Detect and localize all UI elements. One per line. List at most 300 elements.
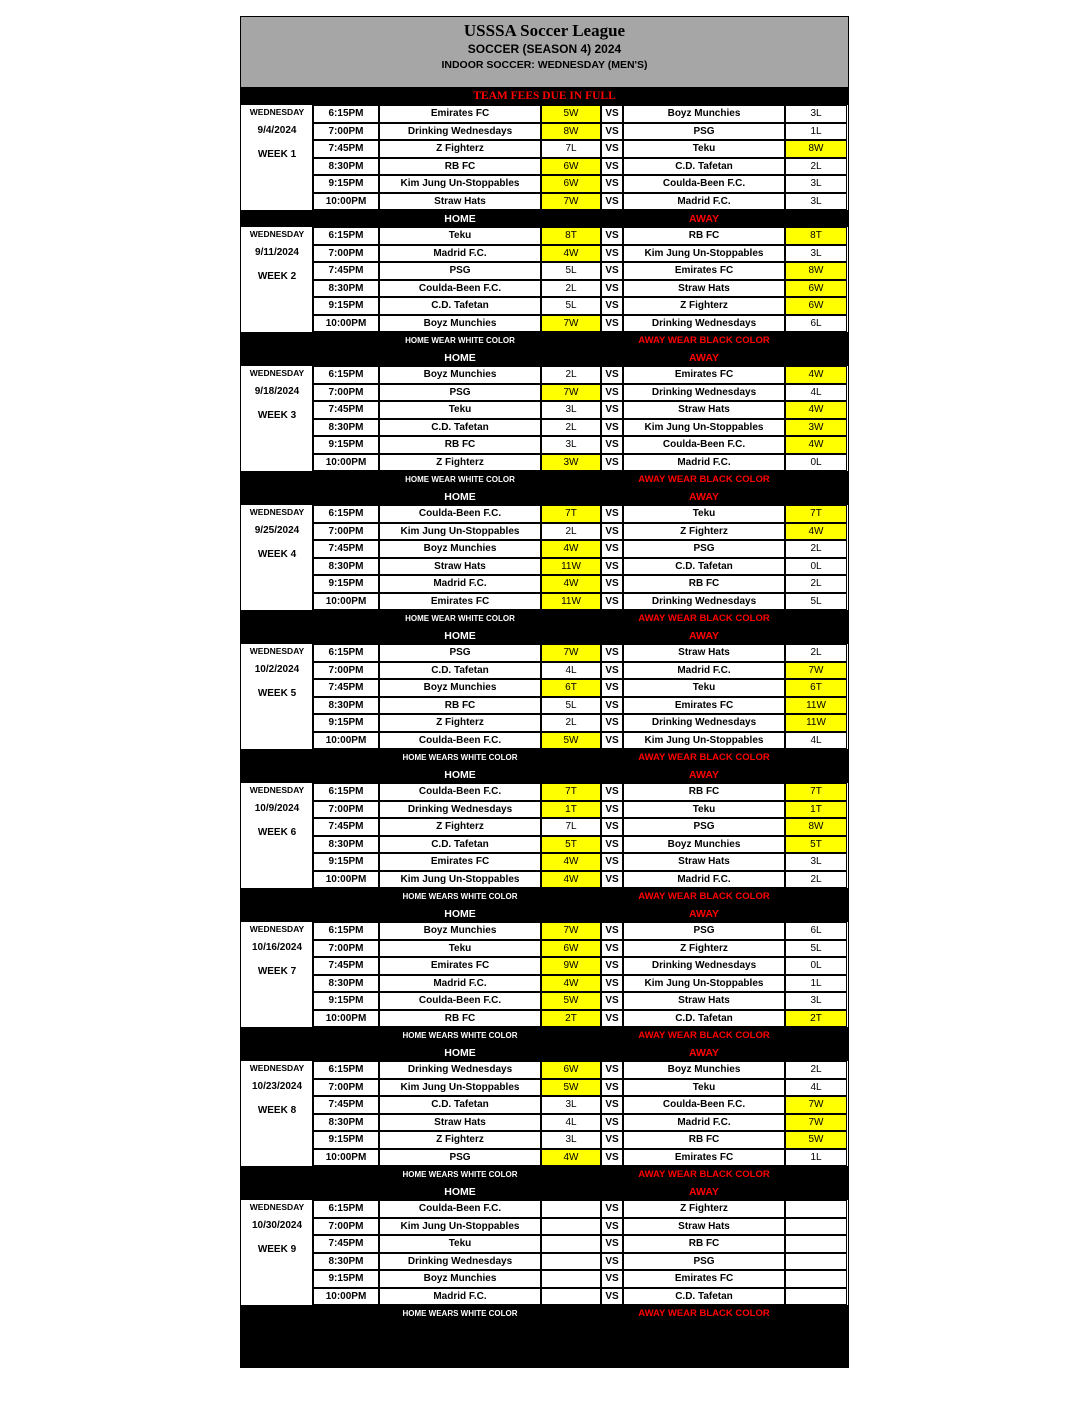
away-score: 3L (785, 193, 847, 211)
home-team: Coulda-Been F.C. (379, 280, 541, 298)
home-score (541, 1200, 601, 1218)
away-score: 0L (785, 957, 847, 975)
weeks-container (241, 105, 848, 1322)
home-team: Z Fighterz (379, 714, 541, 732)
away-score: 8W (785, 818, 847, 836)
away-score: 4L (785, 732, 847, 750)
game-time: 8:30PM (313, 419, 379, 437)
game-row (241, 227, 848, 245)
away-team: Emirates FC (623, 697, 785, 715)
away-team: Madrid F.C. (623, 454, 785, 472)
vs-label: VS (601, 245, 623, 263)
home-score (541, 1288, 601, 1306)
home-score (541, 1235, 601, 1253)
season-subtitle: SOCCER (SEASON 4) 2024 (467, 42, 622, 56)
vs-label: VS (601, 957, 623, 975)
home-team: Drinking Wednesdays (379, 801, 541, 819)
week-date: 9/18/2024 (254, 386, 300, 397)
game-rows (241, 366, 848, 471)
game-row (241, 1288, 848, 1306)
away-team: Teku (623, 1079, 785, 1097)
away-team: Drinking Wednesdays (623, 384, 785, 402)
away-team: Teku (623, 505, 785, 523)
home-away-band-home: HOME (444, 629, 476, 642)
game-row (241, 245, 848, 263)
game-rows (241, 505, 848, 610)
week-day: WEDNESDAY (249, 229, 305, 239)
away-score: 7W (785, 1114, 847, 1132)
vs-label: VS (601, 401, 623, 419)
home-score: 6W (541, 158, 601, 176)
away-score: 2T (785, 1010, 847, 1028)
away-score: 6W (785, 297, 847, 315)
away-team: Emirates FC (623, 1149, 785, 1167)
away-team: Z Fighterz (623, 297, 785, 315)
game-time: 9:15PM (313, 853, 379, 871)
week-date: 10/9/2024 (254, 803, 300, 814)
game-time: 10:00PM (313, 732, 379, 750)
game-time: 8:30PM (313, 558, 379, 576)
vs-label: VS (601, 922, 623, 940)
away-score (785, 1288, 847, 1306)
away-score: 7T (785, 783, 847, 801)
uniform-note (241, 749, 848, 766)
home-score: 5T (541, 836, 601, 854)
away-team: C.D. Tafetan (623, 558, 785, 576)
away-team: PSG (623, 540, 785, 558)
home-score: 6W (541, 1061, 601, 1079)
game-time: 10:00PM (313, 871, 379, 889)
home-score: 2L (541, 280, 601, 298)
game-time: 9:15PM (313, 1131, 379, 1149)
away-team: PSG (623, 818, 785, 836)
home-team: RB FC (379, 697, 541, 715)
vs-label: VS (601, 940, 623, 958)
away-score: 2L (785, 1061, 847, 1079)
home-team: Z Fighterz (379, 140, 541, 158)
home-away-band-away: AWAY (689, 351, 719, 364)
away-team: RB FC (623, 783, 785, 801)
away-team: Drinking Wednesdays (623, 315, 785, 333)
away-team: Straw Hats (623, 1218, 785, 1236)
vs-label: VS (601, 593, 623, 611)
home-score: 8T (541, 227, 601, 245)
game-time: 6:15PM (313, 105, 379, 123)
away-score: 5L (785, 593, 847, 611)
game-row (241, 1079, 848, 1097)
home-team: Coulda-Been F.C. (379, 783, 541, 801)
game-time: 9:15PM (313, 992, 379, 1010)
away-team: Madrid F.C. (623, 662, 785, 680)
home-team: Z Fighterz (379, 454, 541, 472)
home-team: Coulda-Been F.C. (379, 1200, 541, 1218)
uniform-note (241, 332, 848, 349)
vs-label: VS (601, 105, 623, 123)
week-label: WEEK 2 (257, 271, 297, 282)
home-score: 5W (541, 732, 601, 750)
away-score: 5W (785, 1131, 847, 1149)
game-time: 6:15PM (313, 505, 379, 523)
game-row (241, 853, 848, 871)
away-score: 0L (785, 454, 847, 472)
game-time: 7:00PM (313, 523, 379, 541)
away-team: Straw Hats (623, 280, 785, 298)
home-team: Teku (379, 227, 541, 245)
away-score: 4W (785, 523, 847, 541)
vs-label: VS (601, 384, 623, 402)
home-away-band (241, 488, 848, 505)
away-team: RB FC (623, 575, 785, 593)
uniform-note (241, 471, 848, 488)
home-score: 4W (541, 853, 601, 871)
game-time: 10:00PM (313, 593, 379, 611)
home-team: Boyz Munchies (379, 679, 541, 697)
game-row (241, 714, 848, 732)
away-score: 4W (785, 401, 847, 419)
game-row (241, 262, 848, 280)
uniform-note-home: HOME WEARS WHITE COLOR (402, 1031, 518, 1040)
away-team: PSG (623, 1253, 785, 1271)
game-row (241, 505, 848, 523)
home-score: 7T (541, 783, 601, 801)
home-score: 1T (541, 801, 601, 819)
game-row (241, 1096, 848, 1114)
fees-banner: TEAM FEES DUE IN FULL (241, 87, 848, 105)
home-score: 4L (541, 662, 601, 680)
game-time: 7:00PM (313, 662, 379, 680)
home-team: C.D. Tafetan (379, 836, 541, 854)
game-row (241, 1114, 848, 1132)
game-time: 7:45PM (313, 957, 379, 975)
home-score: 7L (541, 818, 601, 836)
away-team: RB FC (623, 1235, 785, 1253)
home-score: 7W (541, 922, 601, 940)
home-score: 2L (541, 714, 601, 732)
game-row (241, 697, 848, 715)
vs-label: VS (601, 297, 623, 315)
home-team: Teku (379, 940, 541, 958)
game-row (241, 575, 848, 593)
vs-label: VS (601, 419, 623, 437)
week-block (241, 366, 848, 505)
week-block (241, 783, 848, 922)
vs-label: VS (601, 454, 623, 472)
game-row (241, 1200, 848, 1218)
game-time: 10:00PM (313, 1149, 379, 1167)
away-score: 0L (785, 558, 847, 576)
away-score: 7W (785, 662, 847, 680)
vs-label: VS (601, 679, 623, 697)
vs-label: VS (601, 732, 623, 750)
home-away-band (241, 905, 848, 922)
home-score: 6T (541, 679, 601, 697)
vs-label: VS (601, 540, 623, 558)
away-score: 3L (785, 853, 847, 871)
game-row (241, 1235, 848, 1253)
game-row (241, 975, 848, 993)
game-row (241, 818, 848, 836)
game-time: 10:00PM (313, 193, 379, 211)
week-day: WEDNESDAY (249, 107, 305, 117)
week-block (241, 505, 848, 644)
home-score: 11W (541, 593, 601, 611)
away-score: 2L (785, 871, 847, 889)
uniform-note-home: HOME WEAR WHITE COLOR (405, 336, 515, 345)
game-row (241, 783, 848, 801)
week-label: WEEK 3 (257, 410, 297, 421)
away-team: Coulda-Been F.C. (623, 436, 785, 454)
week-day: WEDNESDAY (249, 924, 305, 934)
home-away-band-away: AWAY (689, 1185, 719, 1198)
game-time: 6:15PM (313, 366, 379, 384)
vs-label: VS (601, 871, 623, 889)
game-row (241, 940, 848, 958)
home-team: Emirates FC (379, 593, 541, 611)
game-row (241, 662, 848, 680)
week-day: WEDNESDAY (249, 1202, 305, 1212)
home-away-band-away: AWAY (689, 212, 719, 225)
game-row (241, 419, 848, 437)
week-block (241, 922, 848, 1061)
home-team: Boyz Munchies (379, 540, 541, 558)
vs-label: VS (601, 123, 623, 141)
game-row (241, 1149, 848, 1167)
away-score: 7T (785, 505, 847, 523)
away-score: 3L (785, 992, 847, 1010)
home-team: PSG (379, 644, 541, 662)
home-team: Kim Jung Un-Stoppables (379, 175, 541, 193)
vs-label: VS (601, 975, 623, 993)
home-away-band-home: HOME (444, 212, 476, 225)
game-row (241, 593, 848, 611)
game-row (241, 1131, 848, 1149)
game-row (241, 297, 848, 315)
away-team: Emirates FC (623, 366, 785, 384)
away-team: Teku (623, 140, 785, 158)
game-row (241, 801, 848, 819)
home-team: Teku (379, 1235, 541, 1253)
away-score: 1L (785, 975, 847, 993)
home-score (541, 1253, 601, 1271)
home-away-band (241, 627, 848, 644)
away-score: 8W (785, 262, 847, 280)
vs-label: VS (601, 262, 623, 280)
uniform-note (241, 888, 848, 905)
home-away-band-home: HOME (444, 768, 476, 781)
game-rows (241, 1061, 848, 1166)
home-away-band-home: HOME (444, 907, 476, 920)
away-team: Teku (623, 801, 785, 819)
home-score: 7W (541, 193, 601, 211)
game-row (241, 175, 848, 193)
uniform-note-away: AWAY WEAR BLACK COLOR (638, 335, 770, 346)
away-score (785, 1235, 847, 1253)
home-team: RB FC (379, 1010, 541, 1028)
game-time: 6:15PM (313, 1061, 379, 1079)
week-block (241, 227, 848, 366)
vs-label: VS (601, 193, 623, 211)
home-team: Emirates FC (379, 957, 541, 975)
home-team: Kim Jung Un-Stoppables (379, 1218, 541, 1236)
game-row (241, 280, 848, 298)
home-score: 7T (541, 505, 601, 523)
home-team: Teku (379, 401, 541, 419)
home-team: Straw Hats (379, 193, 541, 211)
vs-label: VS (601, 1114, 623, 1132)
schedule-header (241, 17, 848, 87)
week-block (241, 644, 848, 783)
home-team: Emirates FC (379, 105, 541, 123)
week-label: WEEK 7 (257, 966, 297, 977)
away-score: 5T (785, 836, 847, 854)
game-time: 7:00PM (313, 1079, 379, 1097)
game-time: 7:45PM (313, 1096, 379, 1114)
away-team: Teku (623, 679, 785, 697)
vs-label: VS (601, 1253, 623, 1271)
vs-label: VS (601, 644, 623, 662)
home-score: 3W (541, 454, 601, 472)
away-team: Straw Hats (623, 401, 785, 419)
away-team: Madrid F.C. (623, 1114, 785, 1132)
week-label: WEEK 4 (257, 549, 297, 560)
game-row (241, 871, 848, 889)
game-row (241, 992, 848, 1010)
uniform-note-away: AWAY WEAR BLACK COLOR (638, 474, 770, 485)
away-team: Straw Hats (623, 644, 785, 662)
away-team: PSG (623, 123, 785, 141)
home-away-band (241, 349, 848, 366)
home-away-band-away: AWAY (689, 1046, 719, 1059)
game-row (241, 401, 848, 419)
home-team: Madrid F.C. (379, 975, 541, 993)
home-team: Boyz Munchies (379, 922, 541, 940)
uniform-note (241, 610, 848, 627)
uniform-note-home: HOME WEARS WHITE COLOR (402, 753, 518, 762)
uniform-note-away: AWAY WEAR BLACK COLOR (638, 1169, 770, 1180)
game-time: 6:15PM (313, 783, 379, 801)
week-date: 9/25/2024 (254, 525, 300, 536)
away-score: 6L (785, 315, 847, 333)
game-row (241, 1010, 848, 1028)
vs-label: VS (601, 1270, 623, 1288)
away-score: 8W (785, 140, 847, 158)
home-score: 7W (541, 315, 601, 333)
game-time: 7:45PM (313, 818, 379, 836)
game-row (241, 644, 848, 662)
vs-label: VS (601, 836, 623, 854)
home-score: 2L (541, 366, 601, 384)
uniform-note-away: AWAY WEAR BLACK COLOR (638, 613, 770, 624)
game-time: 7:45PM (313, 679, 379, 697)
home-away-band-home: HOME (444, 351, 476, 364)
home-away-band-away: AWAY (689, 629, 719, 642)
away-team: Boyz Munchies (623, 1061, 785, 1079)
week-label: WEEK 1 (257, 149, 297, 160)
home-score: 8W (541, 123, 601, 141)
away-team: Z Fighterz (623, 523, 785, 541)
game-time: 10:00PM (313, 1288, 379, 1306)
home-score: 5W (541, 1079, 601, 1097)
vs-label: VS (601, 992, 623, 1010)
away-score: 4L (785, 1079, 847, 1097)
game-time: 10:00PM (313, 454, 379, 472)
uniform-note-home: HOME WEARS WHITE COLOR (402, 1170, 518, 1179)
week-label: WEEK 8 (257, 1105, 297, 1116)
home-score: 3L (541, 1096, 601, 1114)
away-score: 4L (785, 384, 847, 402)
away-team: Boyz Munchies (623, 836, 785, 854)
week-block (241, 105, 848, 227)
away-score: 7W (785, 1096, 847, 1114)
away-score: 6T (785, 679, 847, 697)
home-score: 2L (541, 523, 601, 541)
away-team: Straw Hats (623, 853, 785, 871)
game-row (241, 436, 848, 454)
home-away-band-home: HOME (444, 490, 476, 503)
away-team: Madrid F.C. (623, 871, 785, 889)
game-time: 7:00PM (313, 801, 379, 819)
game-rows (241, 1200, 848, 1305)
game-time: 9:15PM (313, 175, 379, 193)
week-date: 10/23/2024 (251, 1081, 303, 1092)
game-rows (241, 227, 848, 332)
vs-label: VS (601, 1010, 623, 1028)
uniform-note-home: HOME WEARS WHITE COLOR (402, 892, 518, 901)
home-away-band (241, 1183, 848, 1200)
week-label: WEEK 6 (257, 827, 297, 838)
away-team: Coulda-Been F.C. (623, 1096, 785, 1114)
home-score: 2L (541, 419, 601, 437)
home-score: 4W (541, 975, 601, 993)
vs-label: VS (601, 662, 623, 680)
home-score: 4L (541, 1114, 601, 1132)
home-score: 6W (541, 940, 601, 958)
game-row (241, 957, 848, 975)
game-time: 7:00PM (313, 245, 379, 263)
game-time: 8:30PM (313, 280, 379, 298)
vs-label: VS (601, 140, 623, 158)
home-score: 9W (541, 957, 601, 975)
game-time: 10:00PM (313, 1010, 379, 1028)
vs-label: VS (601, 227, 623, 245)
vs-label: VS (601, 1235, 623, 1253)
game-row (241, 105, 848, 123)
away-score: 11W (785, 697, 847, 715)
game-row (241, 523, 848, 541)
home-score: 5L (541, 697, 601, 715)
away-score: 2L (785, 575, 847, 593)
game-time: 8:30PM (313, 158, 379, 176)
game-time: 7:45PM (313, 540, 379, 558)
uniform-note-home: HOME WEARS WHITE COLOR (402, 1309, 518, 1318)
away-team: C.D. Tafetan (623, 158, 785, 176)
game-time: 7:45PM (313, 1235, 379, 1253)
game-time: 7:00PM (313, 940, 379, 958)
home-score: 7L (541, 140, 601, 158)
home-score: 3L (541, 1131, 601, 1149)
away-team: Madrid F.C. (623, 193, 785, 211)
home-team: C.D. Tafetan (379, 1096, 541, 1114)
game-rows (241, 644, 848, 749)
home-team: Boyz Munchies (379, 366, 541, 384)
game-time: 7:00PM (313, 1218, 379, 1236)
home-away-band-away: AWAY (689, 490, 719, 503)
schedule-sheet (240, 16, 849, 1368)
away-team: Coulda-Been F.C. (623, 175, 785, 193)
vs-label: VS (601, 853, 623, 871)
home-team: PSG (379, 1149, 541, 1167)
game-row (241, 922, 848, 940)
